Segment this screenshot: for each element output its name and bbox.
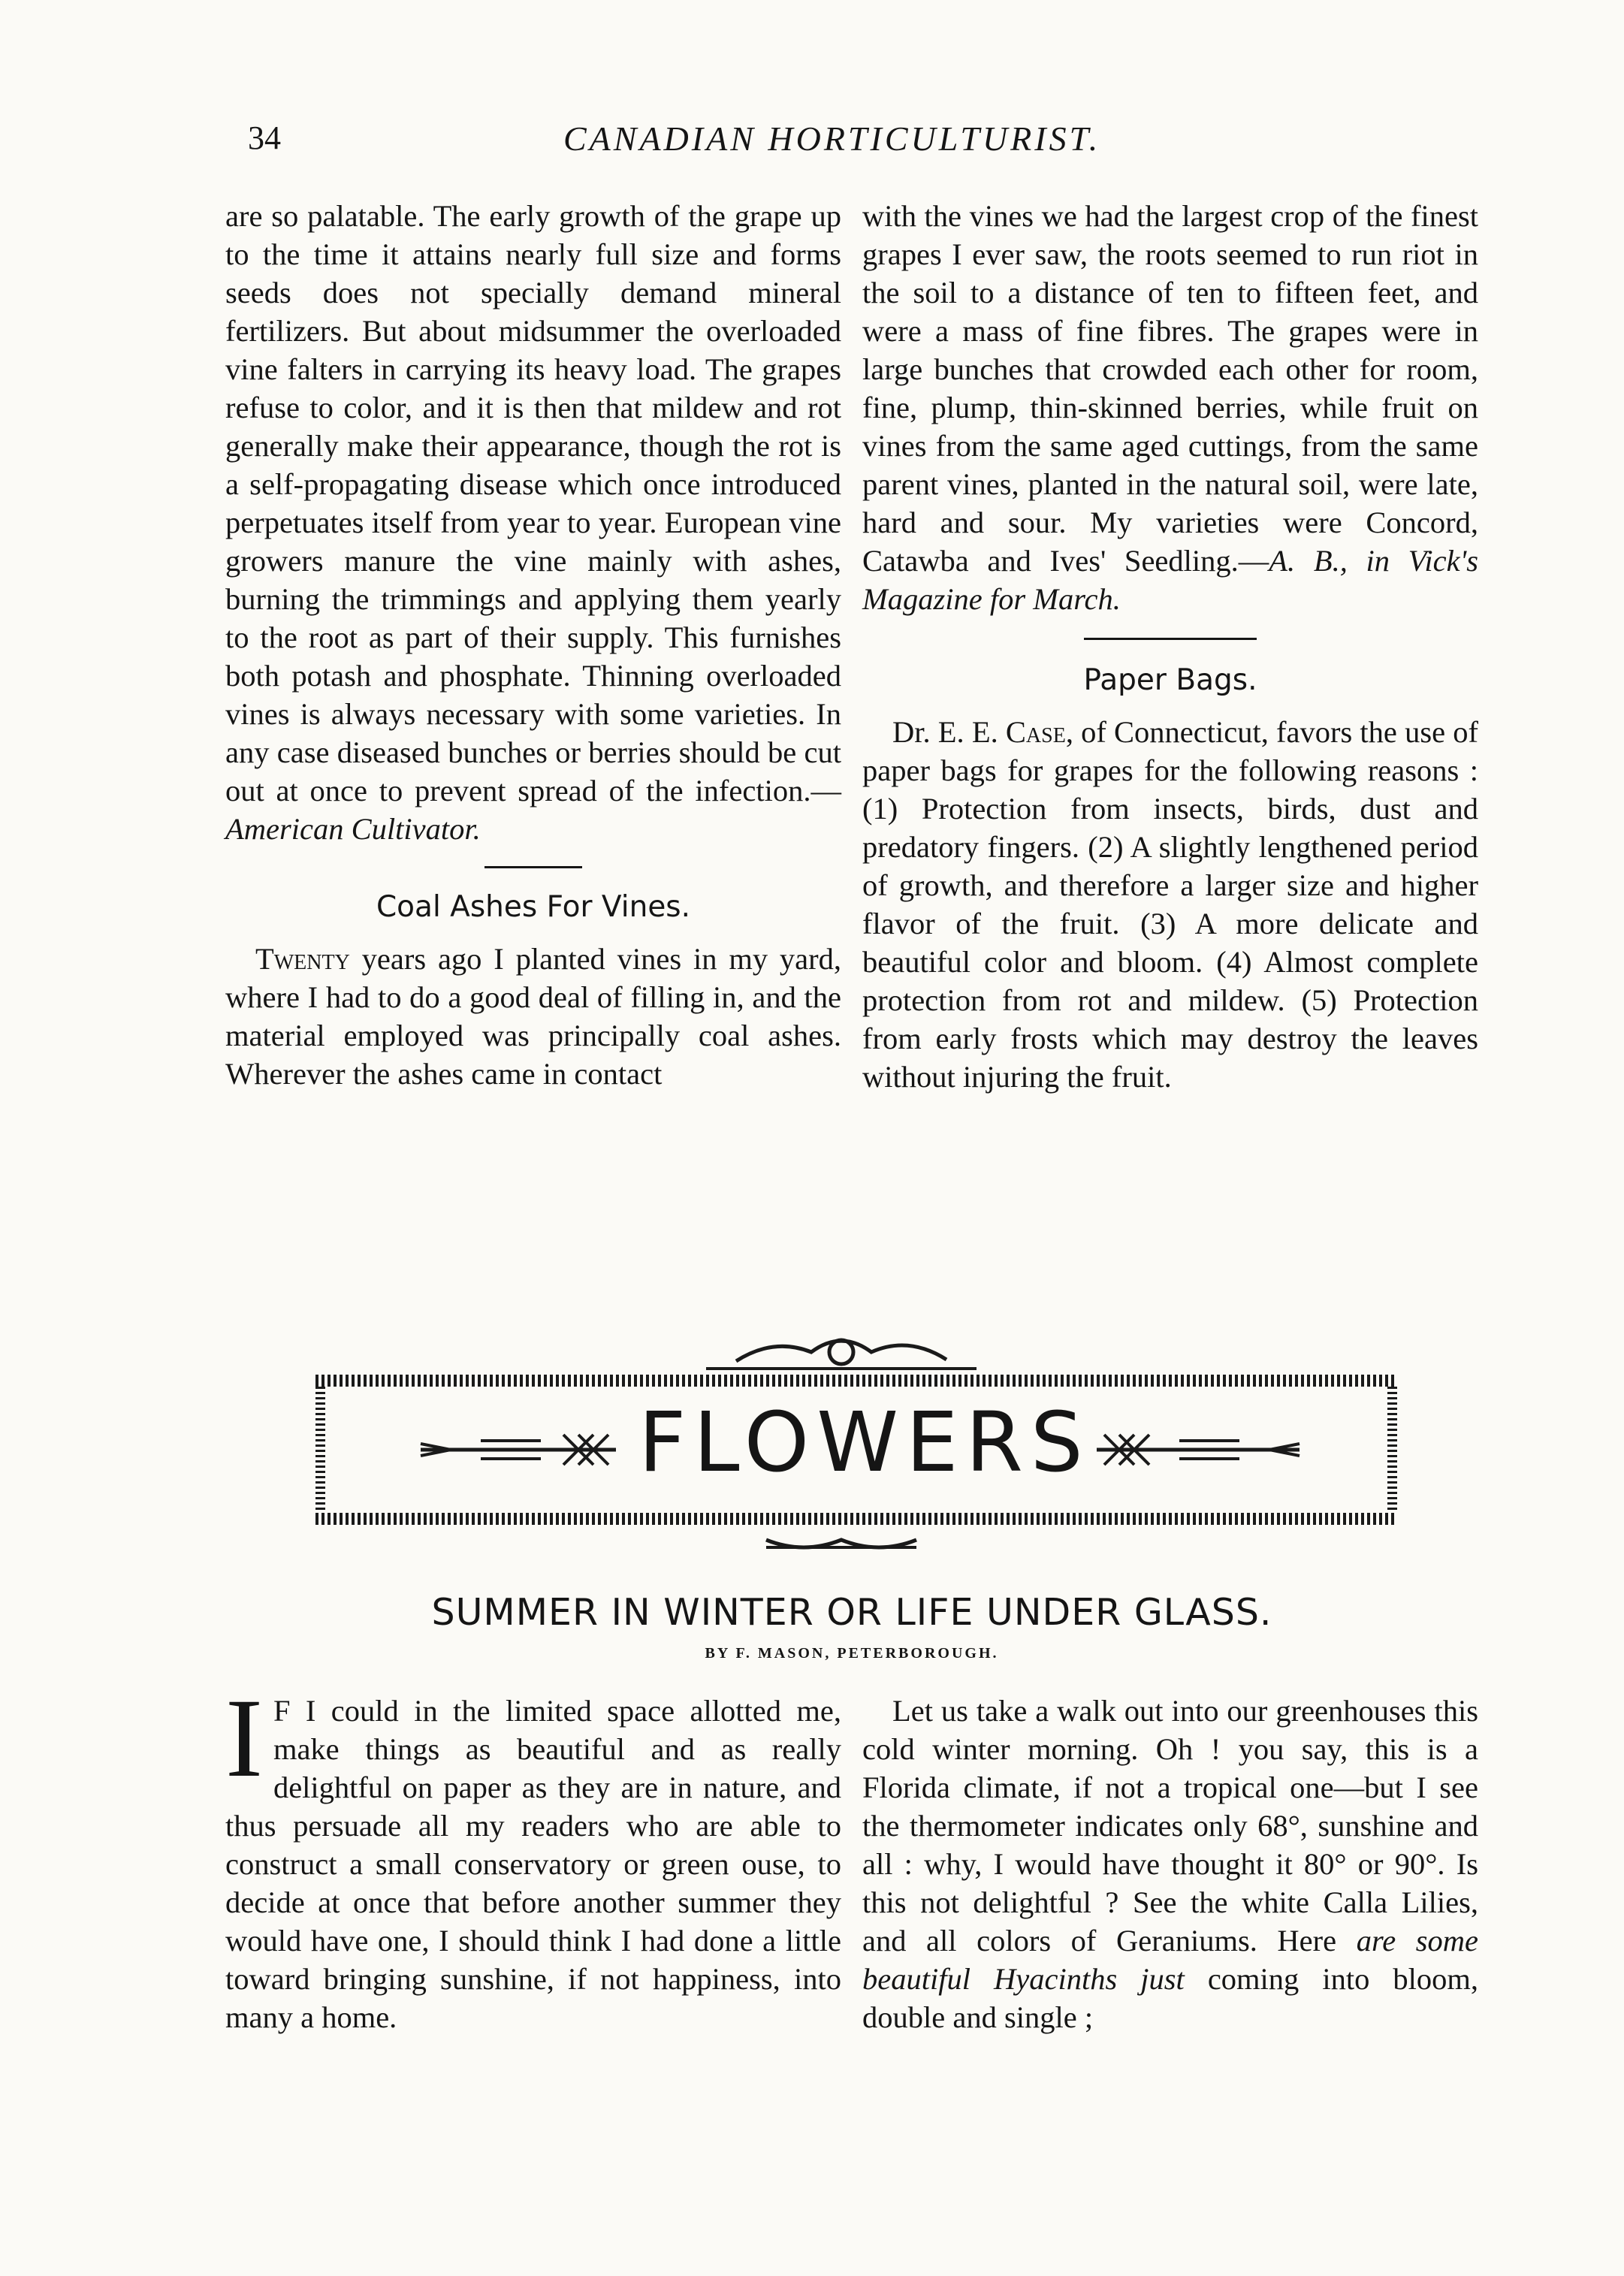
paragraph-text: F I could in the limited space allotted me, make things as beautiful and as really delightful on paper as they are in nature, and thus persuade all my readers who are able to construct a small conservatory or green ouse, to decide at once that before another summer they would have one, I should think I had done a little toward bringing sunshine, if not happiness, into many a home. [225,1694,841,2034]
paragraph-text: are so palatable. The early growth of the grape up to the time it attains nearly full size and forms seeds does not specially demand mineral fertilizers. But about midsummer the overloaded vine falters in carrying its heavy load. The grapes refuse to color, and it is then that mildew and rot generally make their appearance, though the rot is a self-propagating disease which once introduced perpetuates itself from year to year. European vine growers manure the vine mainly with ashes, burning the trimmings and applying them yearly to the root as part of their supply. This furnishes both potash and phosphate. Thinning overloaded vines is always necessary with some varieties. In any case diseased bunches or berries should be cut out at once to prevent spread of the infection.— [225,199,841,807]
paragraph [225,940,841,1093]
paragraph [862,1692,1478,2036]
flowers-title: FLOWERS [638,1394,1091,1490]
paragraph-text: , of Connecticut, favors the use of paper bags for grapes for the following reasons : (1) Protection from insects, birds, dust and predatory fingers. (2) A slightly lengthened period of growth, and therefore a larger size and higher flavor of the fruit. (3) A more delicate and beautiful color and bloom. (4) Almost complete protection from rot and mildew. (5) Protection from early frosts which may destroy the leaves without injuring the fruit. [862,715,1478,1094]
italic-text: are some beautiful Hyacinths just [862,1924,1479,1996]
section-heading: Paper Bags. [1083,663,1257,697]
drop-cap: I [225,1676,263,1801]
paragraph [862,197,1478,618]
right-column-bottom [862,1692,1478,2036]
paragraph-text: coming into bloom, double and single ; [862,1962,1478,2034]
paragraph-text: Let us take a walk out into our greenhouses this cold winter morning. Oh ! you say, this is a Florida climate, if not a tropical one—but I see the thermometer indicates only 68°, sunshine and all : why, I would have thought it 80° or 90°. Is this not delightful ? See the white Calla Lilies, and all colors of Geraniums. Here [862,1694,1478,1958]
section-divider [484,866,582,868]
section-divider [1084,638,1257,640]
right-column-top [862,197,1478,1096]
paragraph [225,197,841,848]
running-head [248,119,1465,164]
paragraph-text: years ago I planted vines in my yard, where I had to do a good deal of filling in, and the material employed was principally coal ashes. Wherever the ashes came in contact [225,942,841,1091]
left-column-bottom [225,1676,841,2036]
article-byline: BY F. MASON, PETERBOROUGH. [705,1645,999,1662]
source-credit: American Cultivator. [225,812,481,846]
source-credit: A. B., in Vick's Magazine for March. [862,544,1479,616]
page-number: 34 [248,119,281,156]
paragraph [225,1676,841,2036]
section-heading: Coal Ashes For Vines. [376,890,691,924]
article-title: SUMMER IN WINTER OR LIFE UNDER GLASS. [431,1591,1272,1634]
paragraph-text: with the vines we had the largest crop of the finest grapes I ever saw, the roots seemed to run riot in the soil to a distance of ten to fifteen feet, and were a mass of fine fibres. The grapes were in large bunches that crowded each other for room, fine, plump, thin-skinned berries, while fruit on vines from the same aged cuttings, from the same parent vines, planted in the natural soil, were late, hard and sour. My varieties were Concord, Catawba and Ives' Seedling.— [862,199,1478,578]
lead-word: Twenty [255,942,350,976]
lead-text: Dr. E. E. [892,715,1006,749]
journal-title: CANADIAN HORTICULTURIST. [563,119,1101,158]
paragraph [862,713,1478,1096]
left-column-top [225,197,841,1093]
author-name: Case [1005,715,1066,749]
flowers-banner [315,1322,1397,1570]
